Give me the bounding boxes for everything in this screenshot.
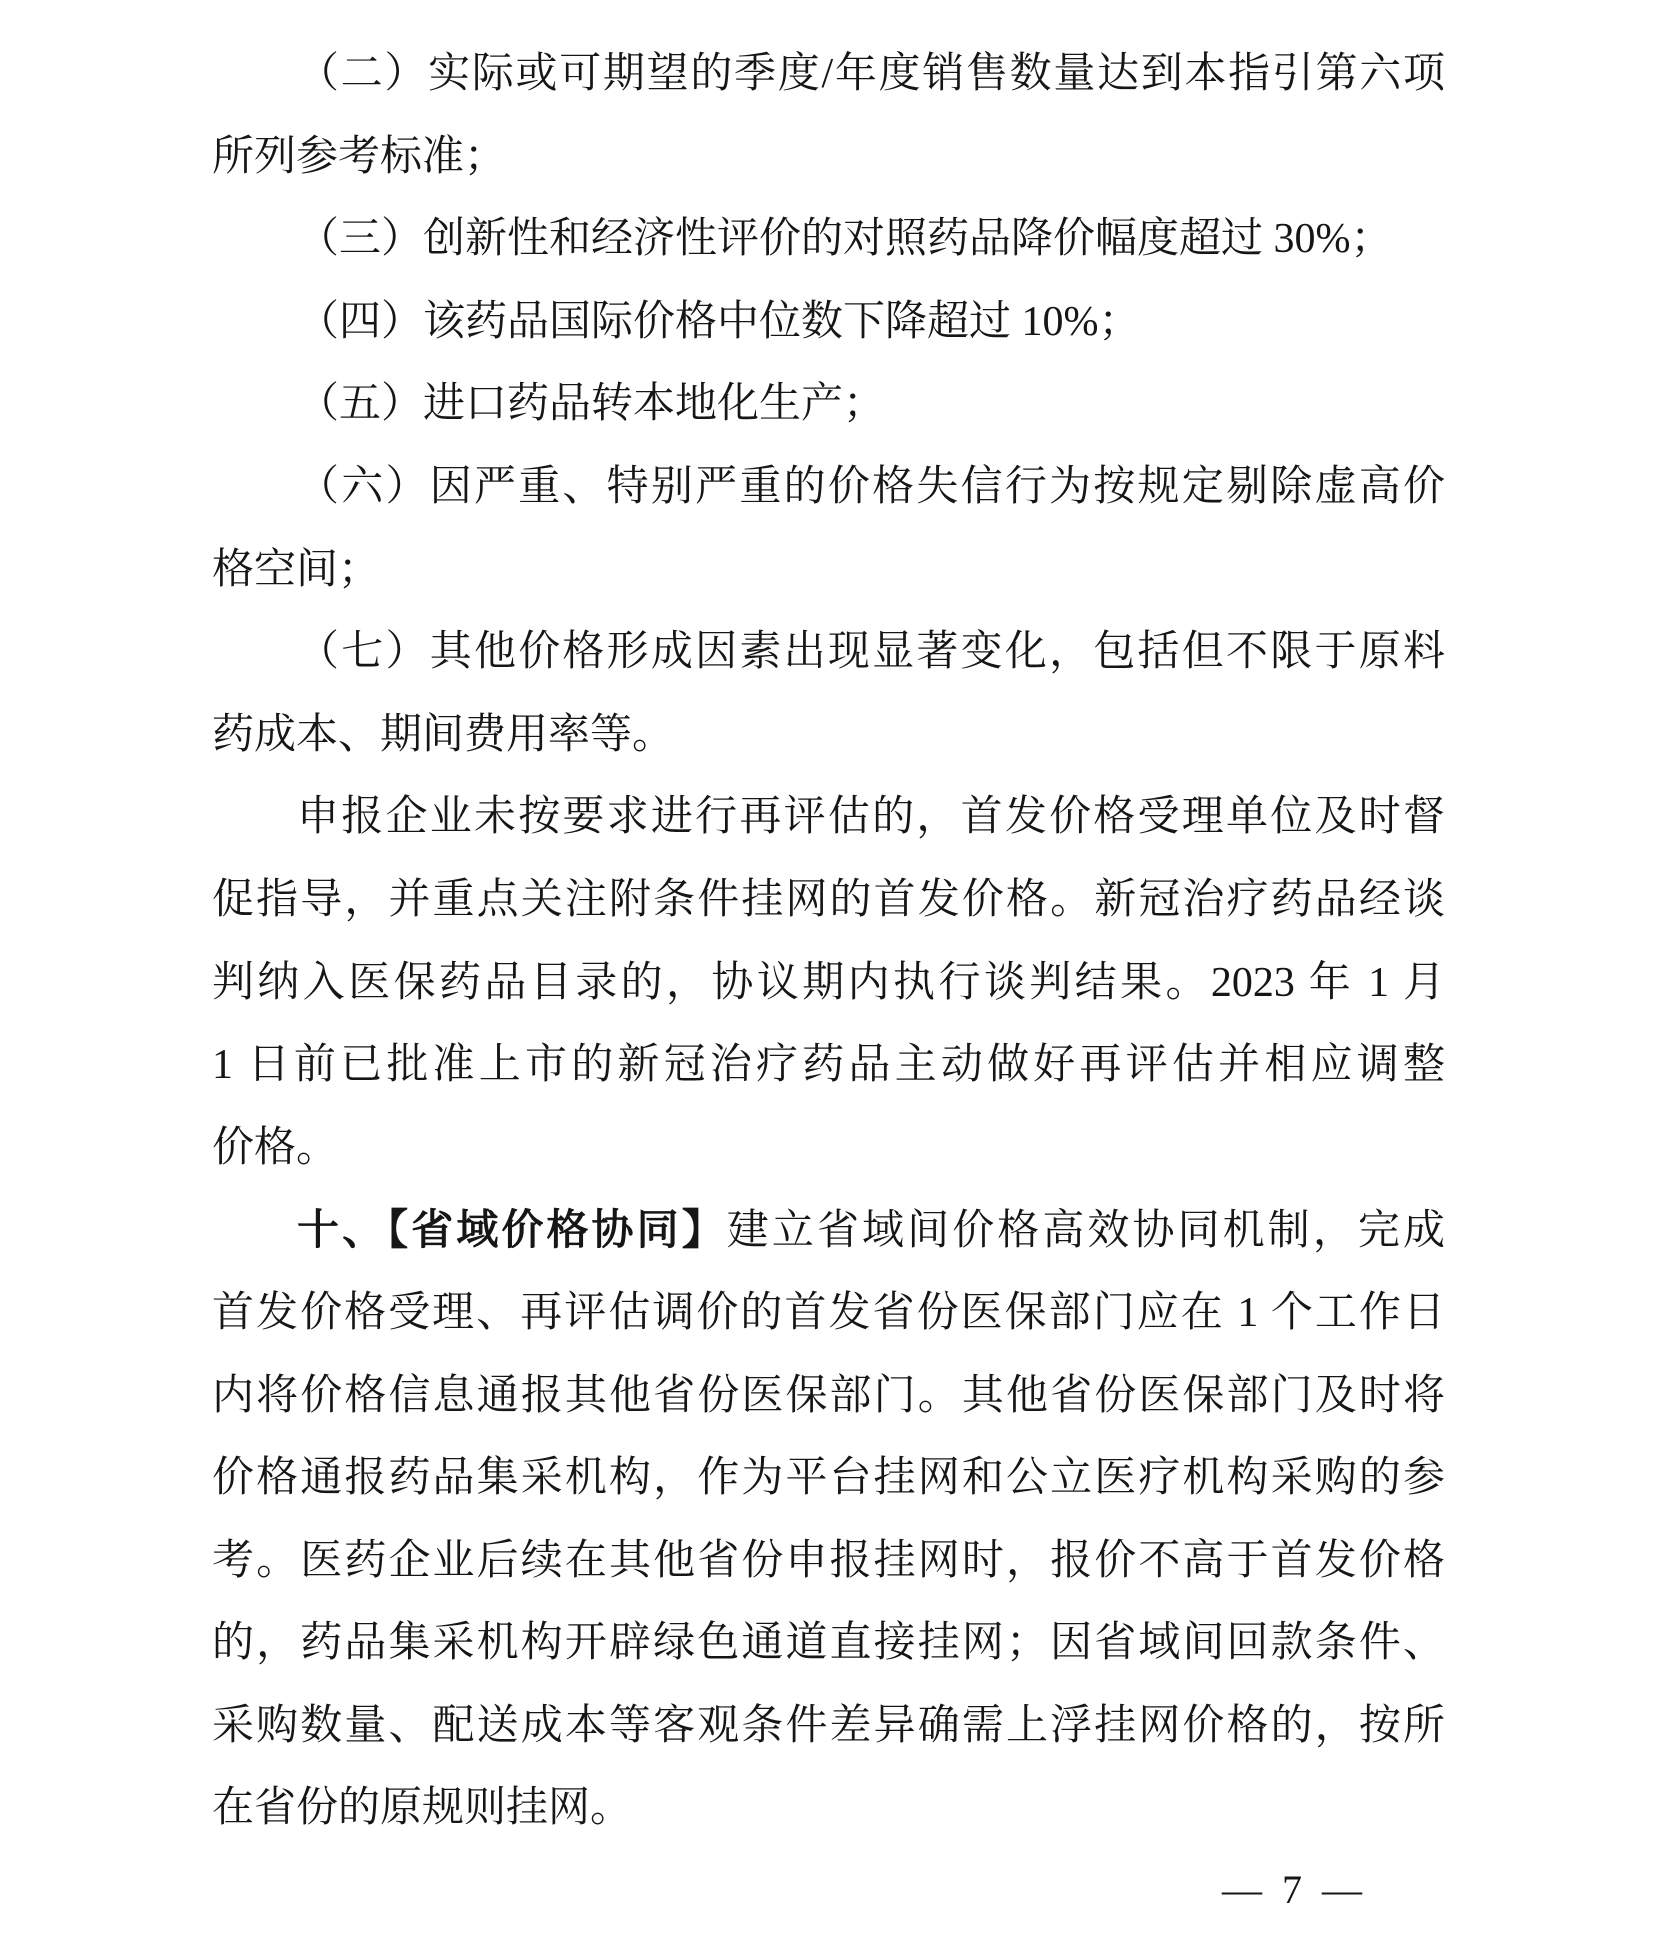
- text-line: （四）该药品国际价格中位数下降超过 10%；: [297, 298, 1141, 345]
- document-body: [212, 33, 1445, 1850]
- text-line: 价格。: [212, 1124, 339, 1171]
- text-line: （三）创新性和经济性评价的对照药品降价幅度超过 30%；: [297, 216, 1393, 263]
- text-line: 考。医药企业后续在其他省份申报挂网时，报价不高于首发价格: [212, 1537, 1445, 1584]
- text-line-segment: 建立省域间价格高效协同机制，完成: [726, 1208, 1445, 1255]
- text-line: （五）进口药品转本地化生产；: [297, 381, 886, 428]
- text-line: 促指导，并重点关注附条件挂网的首发价格。新冠治疗药品经谈: [212, 876, 1445, 923]
- text-line: 判纳入医保药品目录的，协议期内执行谈判结果。2023 年 1 月: [212, 959, 1445, 1006]
- text-line: 药成本、期间费用率等。: [212, 711, 675, 758]
- text-line: 内将价格信息通报其他省份医保部门。其他省份医保部门及时将: [212, 1372, 1445, 1419]
- text-line: 的，药品集采机构开辟绿色通道直接挂网；因省域间回款条件、: [212, 1620, 1445, 1667]
- text-line: 申报企业未按要求进行再评估的，首发价格受理单位及时督: [297, 794, 1445, 841]
- text-line: （二）实际或可期望的季度/年度销售数量达到本指引第六项: [297, 51, 1445, 97]
- section-heading: 十、【省域价格协同】: [297, 1206, 727, 1254]
- text-line: 在省份的原规则挂网。: [212, 1785, 633, 1832]
- page-number: — 7 —: [1222, 1867, 1367, 1912]
- text-line: 所列参考标准；: [212, 133, 507, 180]
- text-line: （六）因严重、特别严重的价格失信行为按规定剔除虚高价: [297, 463, 1445, 510]
- text-line: 1 日前已批准上市的新冠治疗药品主动做好再评估并相应调整: [212, 1042, 1445, 1089]
- text-line: 采购数量、配送成本等客观条件差异确需上浮挂网价格的，按所: [212, 1702, 1445, 1749]
- text-line: 价格通报药品集采机构，作为平台挂网和公立医疗机构采购的参: [212, 1455, 1445, 1502]
- text-line: （七）其他价格形成因素出现显著变化，包括但不限于原料: [297, 629, 1445, 676]
- text-line: 首发价格受理、再评估调价的首发省份医保部门应在 1 个工作日: [212, 1289, 1445, 1336]
- text-line: 格空间；: [212, 546, 381, 593]
- text-line: [212, 1189, 1445, 1272]
